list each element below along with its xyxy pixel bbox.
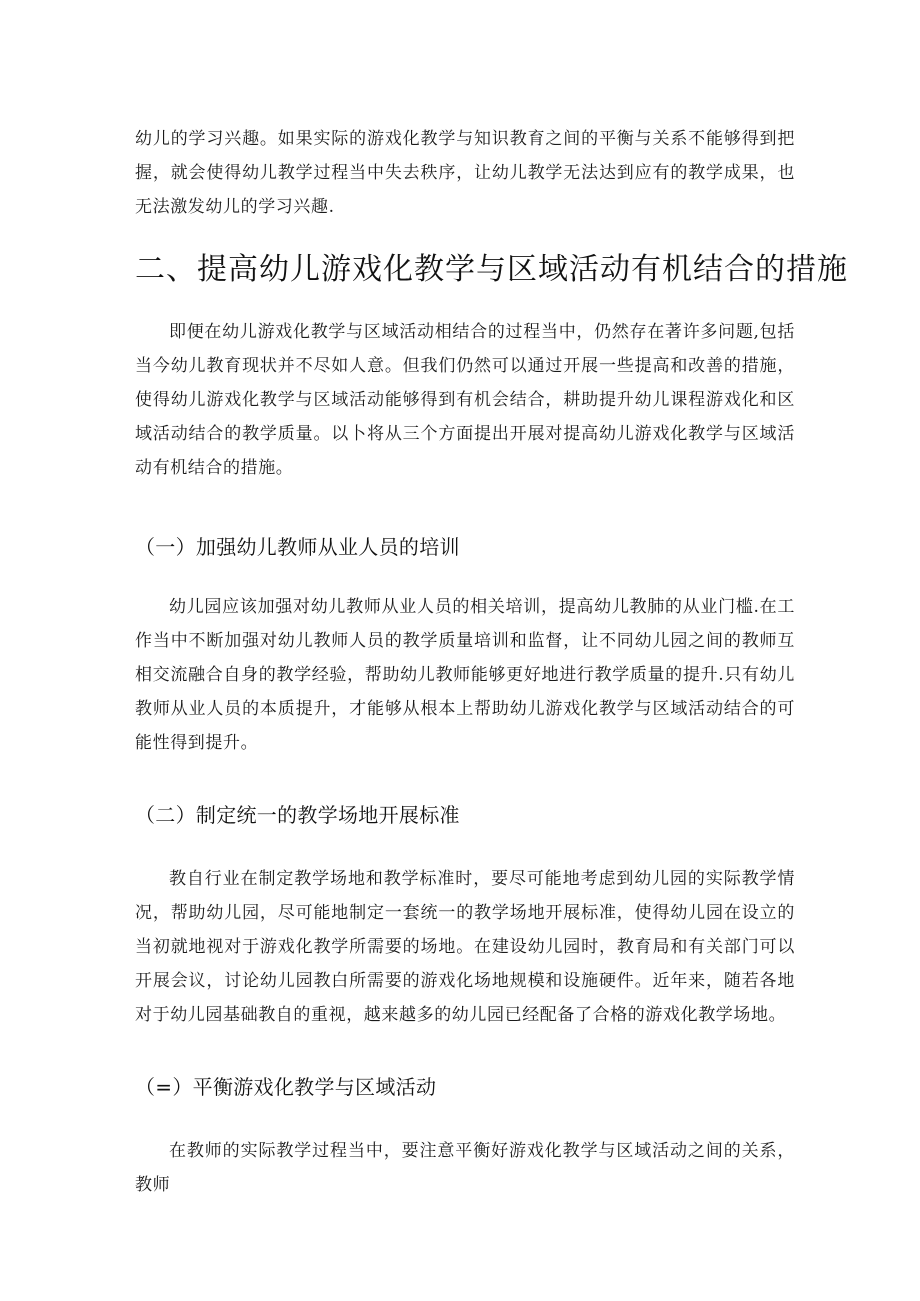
section-intro-paragraph: 即便在幼儿游戏化教学与区域活动相结合的过程当中，仍然存在著许多问题,包括当今幼儿教育现状并不尽如人意。但我们仍然可以通过开展一些提高和改善的措施，使得幼儿游戏化教学与区域活动能够得到有机会结合，耕助提升幼儿课程游戏化和区域活动结合的教学质量。以卜将从三个方面提出开展对提高幼儿游戏化教学与区域活动有机结合的措施。 — [135, 322, 795, 478]
subsection-heading-1: （一）加强幼儿教师从业人员的培训 — [135, 535, 460, 559]
subsection-body-2: 教自行业在制定教学场地和教学标准时，要尽可能地考虑到幼儿园的实际教学情况，帮助幼儿园，尽可能地制定一套统一的教学场地开展标准，使得幼儿园在设立的当初就地视对于游戏化教学所需要的场地。在建设幼儿园时，教育局和有关部门可以开展会议，讨论幼儿园教白所需要的游戏化场地规模和设施硬件。近年来，随若各地对于幼儿园基础教自的重视，越来越多的幼儿园已经配备了合格的游戏化教学场地。 — [135, 869, 795, 1025]
section-heading: 二、提高幼儿游戏化教学与区域活动有机结合的措施 — [135, 252, 848, 287]
continuation-paragraph: 幼儿的学习兴趣。如果实际的游戏化教学与知识教育之间的平衡与关系不能够得到把握，就会使得幼儿教学过程当中失去秩序，让幼儿教学无法达到应有的教学成果，也无法激发幼儿的学习兴趣. — [135, 129, 795, 217]
subsection-body-1: 幼儿园应该加强对幼儿教师从业人员的相关培训，提高幼儿教肺的从业门槛.在工作当中不断加强对幼儿教师人员的教学质量培训和监督，让不同幼儿园之间的教师互相交流融合自身的教学经验，帮助幼儿教师能够更好地进行教学质量的提升.只有幼儿教师从业人员的本质提升，才能够从根本上帮助幼儿游戏化教学与区域活动结合的可能性得到提升。 — [135, 597, 795, 753]
subsection-heading-3: （=）平衡游戏化教学与区域活动 — [135, 1075, 437, 1099]
subsection-heading-2: （二）制定统一的教学场地开展标准 — [135, 803, 460, 827]
subsection-body-3: 在教师的实际教学过程当中，要注意平衡好游戏化教学与区域活动之间的关系，教师 — [135, 1141, 795, 1195]
